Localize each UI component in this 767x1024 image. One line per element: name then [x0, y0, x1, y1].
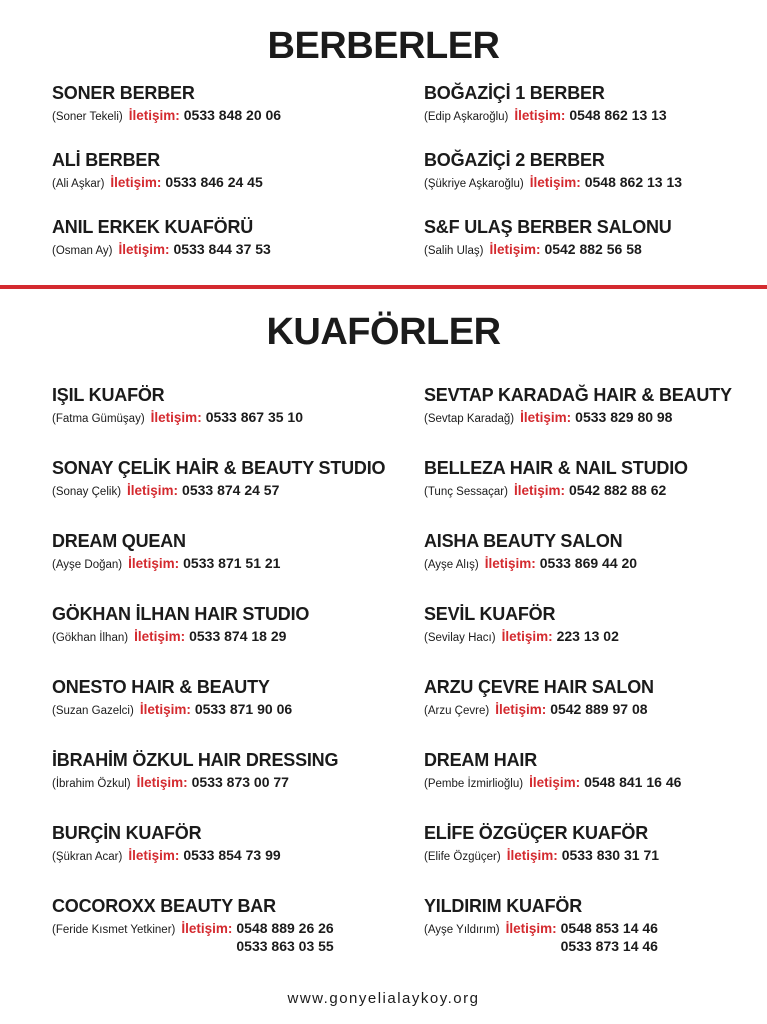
phone-number[interactable]: 0533 871 51 21 [183, 555, 281, 571]
phone-numbers [562, 846, 659, 864]
contact-label: İletişim: [128, 556, 180, 571]
phone-numbers [189, 627, 286, 645]
phone-numbers [575, 408, 672, 426]
salon-entry [52, 384, 392, 428]
section-title-kuaforler: KUAFÖRLER [266, 311, 501, 353]
owner-name: (Sonay Çelik) [52, 486, 122, 498]
phone-number[interactable]: 0548 862 13 13 [584, 174, 683, 190]
salon-name: BOĞAZİÇİ 1 BERBER [424, 83, 605, 103]
salon-entry [52, 822, 392, 866]
salon-entry [52, 216, 392, 260]
salon-name: ONESTO HAIR & BEAUTY [52, 677, 270, 697]
phone-number[interactable]: 0533 848 20 06 [183, 107, 282, 123]
phone-numbers [236, 919, 333, 955]
salon-entry [52, 749, 392, 793]
owner-name: (Edip Aşkaroğlu) [424, 111, 509, 123]
contact-label: İletişim: [489, 242, 541, 257]
salon-name: DREAM QUEAN [52, 531, 186, 551]
contact-label: İletişim: [128, 108, 180, 123]
phone-number[interactable]: 0533 846 24 45 [165, 174, 263, 190]
phone-numbers [550, 700, 647, 718]
salon-details [424, 106, 764, 126]
contact-label: İletişim: [128, 848, 180, 863]
phone-numbers [192, 773, 289, 791]
salon-name: COCOROXX BEAUTY BAR [52, 896, 276, 916]
salon-entry [424, 895, 764, 955]
phone-numbers [569, 106, 666, 124]
phone-numbers [206, 408, 303, 426]
phone-numbers [585, 173, 682, 191]
phone-number[interactable]: 0542 882 88 62 [568, 482, 667, 498]
phone-number[interactable]: 0533 874 18 29 [189, 628, 287, 644]
salon-details [424, 240, 764, 260]
phone-numbers [561, 919, 658, 955]
owner-name: (İbrahim Özkul) [52, 778, 131, 790]
contact-label: İletişim: [520, 410, 572, 425]
owner-name: (Sevtap Karadağ) [424, 413, 515, 425]
contact-label: İletişim: [110, 175, 162, 190]
salon-entry [424, 457, 764, 501]
owner-name: (Pembe İzmirlioğlu) [424, 778, 524, 790]
phone-number[interactable]: 0533 829 80 98 [575, 409, 673, 425]
salon-details [424, 173, 764, 193]
salon-name: BOĞAZİÇİ 2 BERBER [424, 150, 605, 170]
salon-entry [424, 822, 764, 866]
phone-numbers [540, 554, 637, 572]
owner-name: (Ayşe Doğan) [52, 559, 123, 571]
phone-number[interactable]: 0533 854 73 99 [183, 847, 281, 863]
salon-details [424, 481, 764, 501]
salon-name: ARZU ÇEVRE HAIR SALON [424, 677, 654, 697]
salon-details [424, 700, 764, 720]
contact-label: İletişim: [150, 410, 202, 425]
owner-name: (Suzan Gazelci) [52, 705, 134, 717]
owner-name: (Ayşe Yıldırım) [424, 924, 500, 936]
owner-name: (Elife Özgüçer) [424, 851, 501, 863]
phone-numbers [584, 773, 681, 791]
owner-name: (Arzu Çevre) [424, 705, 490, 717]
salon-name: YILDIRIM KUAFÖR [424, 896, 582, 916]
owner-name: (Ayşe Alış) [424, 559, 479, 571]
salon-details [52, 240, 392, 260]
salon-details [52, 627, 392, 647]
contact-label: İletişim: [505, 921, 557, 936]
salon-name: BURÇİN KUAFÖR [52, 823, 202, 843]
salon-name: ELİFE ÖZGÜÇER KUAFÖR [424, 823, 648, 843]
phone-number[interactable]: 0548 853 14 46 [560, 920, 658, 936]
phone-number[interactable]: 223 13 02 [556, 628, 619, 644]
phone-numbers [569, 481, 666, 499]
phone-number[interactable]: 0533 844 37 53 [173, 241, 271, 257]
salon-name: SONAY ÇELİK HAİR & BEAUTY STUDIO [52, 458, 386, 478]
salon-details [424, 919, 764, 955]
owner-name: (Şükriye Aşkaroğlu) [424, 178, 524, 190]
salon-details [52, 481, 392, 501]
salon-entry [424, 749, 764, 793]
salon-name: ALİ BERBER [52, 150, 161, 170]
salon-details [424, 554, 764, 574]
contact-label: İletişim: [506, 848, 558, 863]
phone-numbers [182, 481, 279, 499]
contact-label: İletişim: [514, 108, 566, 123]
phone-number[interactable]: 0533 869 44 20 [539, 555, 638, 571]
salon-entry [424, 530, 764, 574]
salon-entry [52, 149, 392, 193]
owner-name: (Salih Ulaş) [424, 245, 484, 257]
salon-entry [424, 82, 764, 126]
phone-number[interactable]: 0548 841 16 46 [584, 774, 682, 790]
owner-name: (Feride Kısmet Yetkiner) [52, 924, 176, 936]
salon-details [424, 846, 764, 866]
phone-numbers [557, 627, 619, 645]
owner-name: (Fatma Gümüşay) [52, 413, 145, 425]
phone-number[interactable]: 0533 873 14 46 [560, 938, 658, 954]
salon-details [52, 173, 392, 193]
owner-name: (Soner Tekeli) [52, 111, 123, 123]
footer-url: www.gonyelialaykoy.org [287, 990, 480, 1007]
owner-name: (Tunç Sessaçar) [424, 486, 508, 498]
owner-name: (Gökhan İlhan) [52, 632, 129, 644]
phone-numbers [174, 240, 271, 258]
salon-details [52, 554, 392, 574]
salon-name: GÖKHAN İLHAN HAIR STUDIO [52, 604, 310, 624]
salon-name: IŞIL KUAFÖR [52, 385, 165, 405]
phone-number[interactable]: 0533 873 00 77 [191, 774, 289, 790]
contact-label: İletişim: [529, 775, 581, 790]
phone-number[interactable]: 0548 862 13 13 [569, 107, 667, 123]
phone-numbers [184, 106, 281, 124]
salon-name: BELLEZA HAIR & NAIL STUDIO [424, 458, 688, 478]
salon-details [52, 773, 392, 793]
phone-number[interactable]: 0533 867 35 10 [205, 409, 304, 425]
salon-entry [52, 530, 392, 574]
salon-name: S&F ULAŞ BERBER SALONU [424, 217, 672, 237]
phone-numbers [165, 173, 262, 191]
contact-label: İletişim: [134, 629, 186, 644]
contact-label: İletişim: [139, 702, 191, 717]
salon-details [424, 408, 764, 428]
phone-numbers [183, 554, 280, 572]
salon-details [52, 846, 392, 866]
phone-number[interactable]: 0533 874 24 57 [182, 482, 280, 498]
salon-name: SONER BERBER [52, 83, 195, 103]
salon-name: İBRAHİM ÖZKUL HAIR DRESSING [52, 750, 339, 770]
owner-name: (Sevilay Hacı) [424, 632, 496, 644]
salon-name: SEVTAP KARADAĞ HAIR & BEAUTY [424, 385, 732, 405]
salon-entry [424, 149, 764, 193]
salon-details [52, 106, 392, 126]
salon-details [52, 919, 392, 955]
owner-name: (Ali Aşkar) [52, 178, 105, 190]
contact-label: İletişim: [118, 242, 170, 257]
contact-label: İletişim: [529, 175, 581, 190]
salon-details [52, 408, 392, 428]
salon-details [52, 700, 392, 720]
owner-name: (Osman Ay) [52, 245, 113, 257]
salon-name: AISHA BEAUTY SALON [424, 531, 623, 551]
salon-entry [424, 384, 764, 428]
phone-number[interactable]: 0542 882 56 58 [544, 241, 642, 257]
salon-name: SEVİL KUAFÖR [424, 604, 556, 624]
contact-label: İletişim: [484, 556, 536, 571]
salon-entry [52, 457, 392, 501]
salon-entry [52, 603, 392, 647]
phone-number[interactable]: 0533 830 31 71 [561, 847, 660, 863]
salon-name: DREAM HAIR [424, 750, 537, 770]
salon-entry [52, 895, 392, 955]
contact-label: İletişim: [127, 483, 179, 498]
salon-details [424, 627, 764, 647]
salon-entry [424, 676, 764, 720]
salon-entry [424, 216, 764, 260]
contact-label: İletişim: [495, 702, 547, 717]
phone-number[interactable]: 0533 863 03 55 [236, 938, 334, 954]
phone-numbers [183, 846, 280, 864]
phone-number[interactable]: 0542 889 97 08 [550, 701, 648, 717]
owner-name: (Şükran Acar) [52, 851, 123, 863]
salon-entry [52, 82, 392, 126]
salon-entry [424, 603, 764, 647]
phone-number[interactable]: 0533 871 90 06 [194, 701, 293, 717]
phone-number[interactable]: 0548 889 26 26 [236, 920, 334, 936]
salon-details [424, 773, 764, 793]
contact-label: İletişim: [501, 629, 553, 644]
section-divider [0, 285, 767, 289]
contact-label: İletişim: [181, 921, 233, 936]
contact-label: İletişim: [136, 775, 188, 790]
contact-label: İletişim: [513, 483, 565, 498]
section-title-berberler: BERBERLER [267, 25, 500, 67]
salon-entry [52, 676, 392, 720]
salon-name: ANIL ERKEK KUAFÖRÜ [52, 217, 254, 237]
phone-numbers [544, 240, 641, 258]
phone-numbers [195, 700, 292, 718]
